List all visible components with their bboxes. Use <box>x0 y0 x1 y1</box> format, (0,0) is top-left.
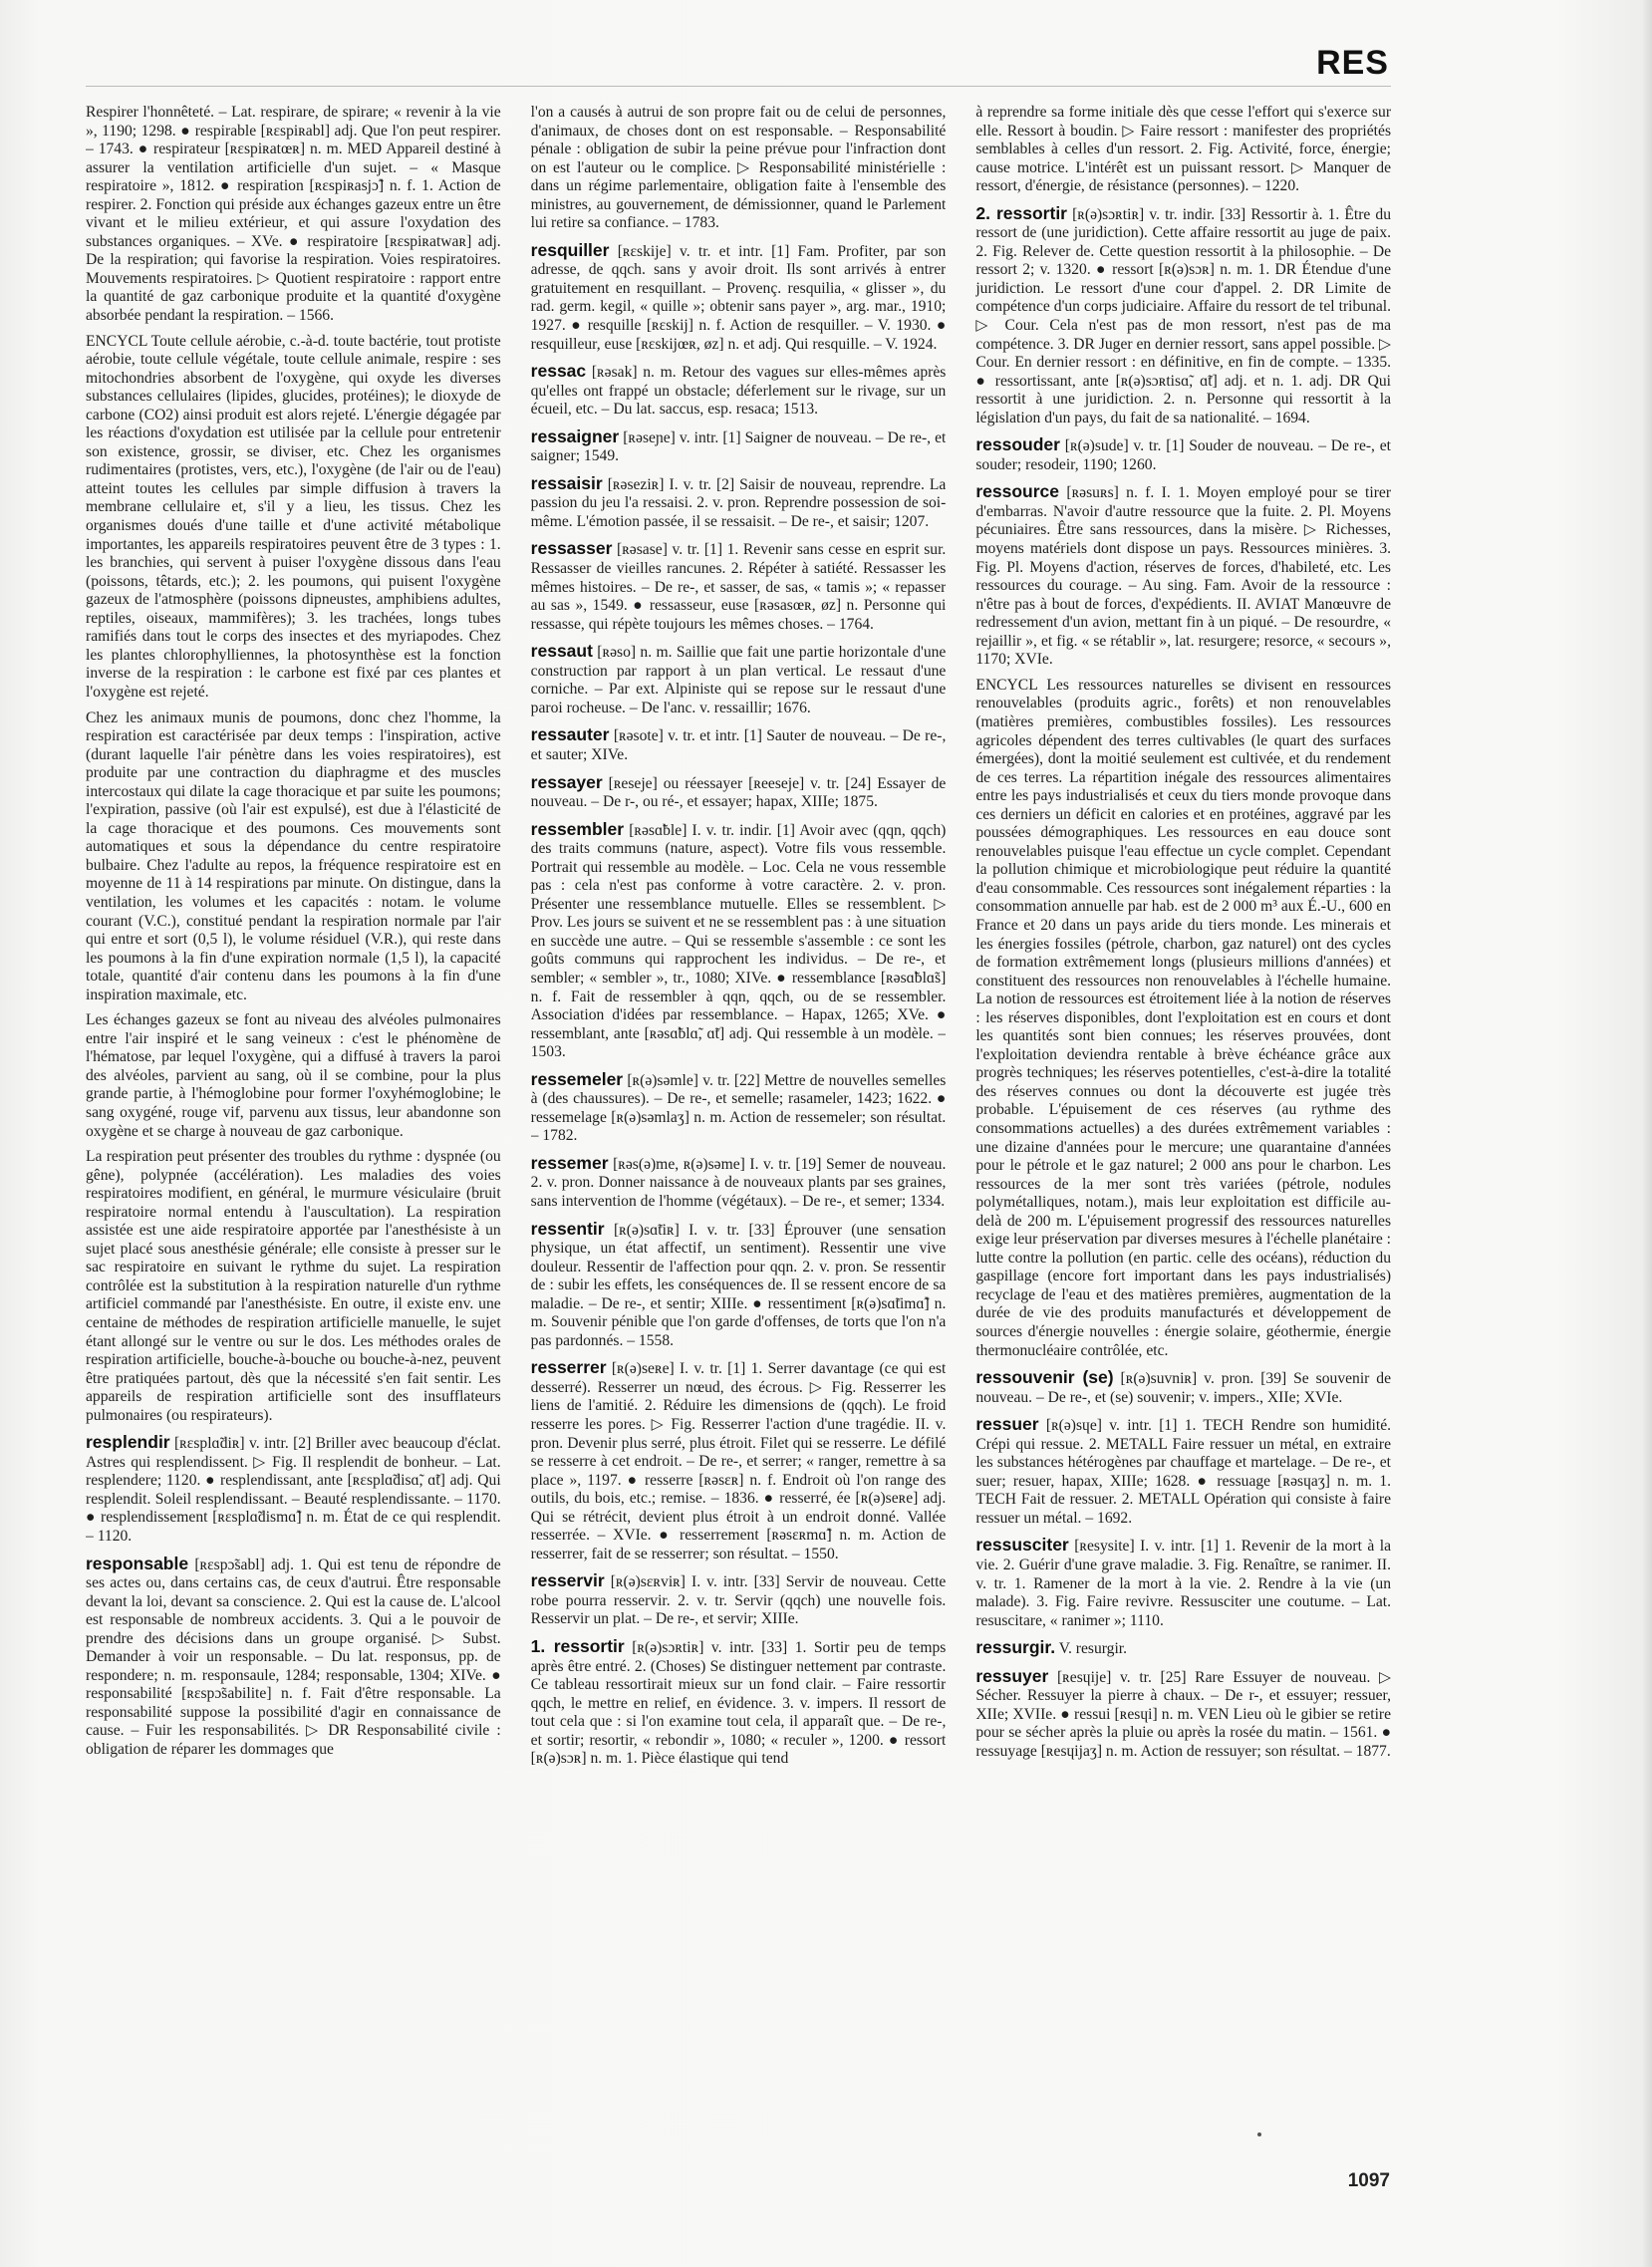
entry-headword: 2. ressortir <box>975 202 1067 223</box>
entry-definition: [ʀ(ə)sɔʀtiʀ] v. intr. [33] 1. Sortir peu de temps après être entré. 2. (Choses) Se distinguer nettement par contraste. Ce tableau ressortirait mieux sur un fond clair. – Faire ressortir qqch, le mettre en relief, en évidence. 3. v. impers. Il ressort de tout cela que : si l'on examine tout cela, il apparaît que. – De re-, et sortir; resortir, « rebondir », 1080; « reculer », 1200. ● ressort [ʀ(ə)sɔʀ] n. m. 1. Pièce élastique qui tend <box>530 1639 947 1768</box>
dictionary-entry <box>531 1357 947 1563</box>
dictionary-entry <box>975 1637 1391 1659</box>
page-edge-shadow <box>1642 0 1652 2267</box>
entry-definition: [ʀəsak] n. m. Retour des vagues sur elles-mêmes après qu'elles ont frappé un obstacle; déferlement sur le rivage, sur un écueil, etc. – Du lat. saccus, esp. resaca; 1513. <box>530 364 947 419</box>
column-1 <box>86 104 501 2156</box>
entry-definition: [ʀ(ə)sɛʀviʀ] I. v. intr. [33] Servir de nouveau. Cette robe pourra resservir. 2. v. tr. Servir (qqch) une nouvelle fois. Resservir un plat. – De re-, et servir; XIIIe. <box>530 1573 947 1628</box>
entry-headword: ressembler <box>530 818 625 839</box>
dictionary-entry <box>86 1148 501 1425</box>
entry-definition: [ʀɛsplɑ̃diʀ] v. intr. [2] Briller avec beaucoup d'éclat. Astres qui resplendissent. ▷ Fig. Il resplendit de bonheur. – Lat. resplendere; 1120. ● resplendissant, ante [ʀɛsplɑ̃disɑ̃, ɑ̃t] adj. Qui resplendit. Soleil resplendissant. – Beauté resplendissante. – 1170. ● resplendissement [ʀɛsplɑ̃dismɑ̃] n. m. État de ce qui resplendit. – 1120. <box>86 1435 501 1546</box>
entry-headword: ressouder <box>975 434 1060 455</box>
entry-headword: ressaigner <box>530 425 620 446</box>
entry-definition: [ʀ(ə)sɔʀtiʀ] v. tr. indir. [33] Ressortir à. 1. Être du ressort de (une juridiction). Cette affaire ressortit au juge de paix. 2. Fig. Relever de. Cette question ressortit à la philosophie. – De ressort 2; v. 1320. ● ressort [ʀ(ə)sɔʀ] n. m. 1. DR Étendue d'une juridiction. Le ressort d'une cour d'appel. 2. DR Limite de compétence d'un corps judiciaire. Affaire du ressort de tel tribunal. ▷ Cour. Cela n'est pas de mon ressort, n'est pas de ma compétence. 3. DR Juger en dernier ressort, sans appel possible. ▷ Cour. En dernier ressort : en définitive, en fin de compte. – 1335. ● ressortissant, ante [ʀ(ə)sɔʀtisɑ̃, ɑ̃t] adj. et n. 1. adj. DR Qui ressortit à une juridiction. 2. n. Personne qui ressortit à la législation d'un pays, du fait de sa nationalité. – 1694. <box>975 205 1392 426</box>
entry-headword: ressemeler <box>530 1068 624 1089</box>
dictionary-entry <box>531 361 947 420</box>
entry-headword: ressauter <box>530 724 610 745</box>
entry-definition: [ʀəseziʀ] I. v. tr. [2] Saisir de nouveau, reprendre. La passion du jeu l'a ressaisi. 2. v. pron. Reprendre possession de soi-même. L'émotion passée, il se ressaisit. – De re-, et saisir; 1207. <box>530 475 947 530</box>
entry-definition: [ʀ(ə)seʀe] I. v. tr. [1] 1. Serrer davantage (ce qui est desserré). Resserrer un nœud, des écrous. ▷ Fig. Resserrer les liens de l'amitié. 2. Réduire les dimensions de (qqch). Le froid resserre les pores. ▷ Fig. Resserrer l'action d'une tragédie. II. v. pron. Devenir plus serré, plus étroit. Filet qui se resserre. Le défilé se resserre à cet endroit. – De re-, et serrer; « ranger, remettre à sa place », 1197. ● resserre [ʀəsɛʀ] n. f. Endroit où l'on range des outils, du bois, etc.; remise. – 1836. ● resserré, ée [ʀ(ə)seʀe] adj. Qui se rétrécit, devient plus étroit à un endroit donné. Vallée resserrée. – XVIe. ● resserrement [ʀəsɛʀmɑ̃] n. m. Action de resserrer, fait de se resserrer; son résultat. – 1550. <box>530 1360 947 1562</box>
dictionary-entry <box>975 434 1391 474</box>
entry-definition: [ʀesɥije] v. tr. [25] Rare Essuyer de nouveau. ▷ Sécher. Ressuyer la pierre à chaux. – De r-, et essuyer; ressuer, XIIe; XVIIe. ● ressui [ʀesɥi] n. m. VEN Lieu où le gibier se retire pour se sécher après la pluie ou après la rosée du matin. – 1561. ● ressuyage [ʀesɥijaʒ] n. m. Action de ressuyer; son résultat. – 1877. <box>975 1668 1392 1760</box>
entry-definition: [ʀɛskije] v. tr. et intr. [1] Fam. Profiter, par son adresse, de qqch. sans y avoir droit. Ils sont arrivés à entrer gratuitement en resquillant. – Provenç. resquilia, « glisser », du rad. germ. kegil, « quille »; obtenir sans payer », arg. mar., 1910; 1927. ● resquille [ʀɛskij] n. f. Action de resquiller. – V. 1930. ● resquilleur, euse [ʀɛskijœʀ, øz] n. et adj. Qui resquille. – V. 1924. <box>530 242 947 353</box>
entry-headword: ressusciter <box>975 1535 1069 1556</box>
text-columns <box>86 104 1391 2156</box>
entry-definition: La respiration peut présenter des troubles du rythme : dyspnée (ou gêne), polypnée (accélération). Les maladies des voies respiratoires modifient, en général, le murmure vésiculaire (bruit respiratoire normal entendu à l'auscultation). La respiration assistée est une aide respiratoire apportée par l'anesthésiste à un sujet placé sous anesthésie générale; elle consiste à presser sur le sac respiratoire en suivant le rythme du sujet. La respiration contrôlée est la substitution à la respiration naturelle d'un rythme artificiel commandé par l'anesthésiste. En outre, il existe env. une centaine de méthodes de respiration artificielle manuelle, le sujet étant allongé sur le ventre ou sur le dos. Les méthodes orales de respiration artificielle, bouche-à-bouche ou bouche-à-nez, peuvent être pratiquées partout, dès que la nécessité s'en fait sentir. Les appareils de respiration artificielle sont des insufflateurs pulmonaires (ou respirateurs). <box>86 1148 501 1424</box>
entry-definition: Respirer l'honnêteté. – Lat. respirare, de spirare; « revenir à la vie », 1190; 1298. ● respirable [ʀɛspiʀabl] adj. Que l'on peut respirer. – 1743. ● respirateur [ʀɛspiʀatœʀ] n. m. MED Appareil destiné à assurer la ventilation artificielle d'un sujet. – « Masque respiratoire », 1812. ● respiration [ʀɛspiʀasjɔ̃] n. f. 1. Action de respirer. 2. Fonction qui préside aux échanges gazeux entre un être vivant et le milieu extérieur, et qui assure l'oxydation des substances organiques. – XVe. ● respiratoire [ʀɛspiʀatwaʀ] adj. De la respiration; qui favorise la respiration. Voies respiratoires. Mouvements respiratoires. ▷ Quotient respiratoire : rapport entre la quantité de gaz carbonique produite et la quantité d'oxygène absorbée pendant la respiration. – 1566. <box>86 104 501 325</box>
dictionary-entry <box>531 772 947 812</box>
dictionary-entry <box>86 1554 501 1760</box>
dictionary-entry <box>975 1367 1391 1407</box>
dictionary-entry <box>531 724 947 764</box>
dictionary-entry <box>975 1535 1391 1630</box>
entry-headword: 1. ressortir <box>530 1636 625 1657</box>
dictionary-entry <box>975 203 1391 428</box>
dictionary-entry <box>531 240 947 354</box>
entry-definition: [ʀ(ə)sɑ̃tiʀ] I. v. tr. [33] Éprouver (une sensation physique, un état affectif, un sentiment). Ressentir une vive douleur. Ressentir de l'affection pour qqn. 2. v. pron. Se ressentir de : subir les effets, les conséquences de. Il se ressent encore de sa maladie. – De re-, et sentir; XIIIe. ● ressentiment [ʀ(ə)sɑ̃timɑ̃] n. m. Souvenir pénible que l'on garde d'offenses, de torts que l'on n'a pas pardonnés. – 1558. <box>530 1221 947 1349</box>
page-dot <box>1257 2132 1261 2136</box>
entry-headword: resserrer <box>530 1357 607 1378</box>
dictionary-entry <box>531 473 947 532</box>
dictionary-entry <box>975 1414 1391 1528</box>
entry-definition: [ʀ(ə)sɥe] v. intr. [1] 1. TECH Rendre son humidité. Crépi qui ressue. 2. METALL Faire ressuer un métal, en extraire les substances hétérogènes par chauffage et martelage. – De re-, et suer; resuer, hapax, XIIIe; 1628. ● ressuage [ʀəsɥaʒ] n. m. 1. TECH Fait de ressuer. 2. METALL Opération qui consiste à faire ressuer un métal. – 1692. <box>975 1417 1392 1527</box>
entry-definition: [ʀesysite] I. v. intr. [1] 1. Revenir de la mort à la vie. 2. Guérir d'une grave maladie. 3. Fig. Renaître, se ranimer. II. v. tr. 1. Ramener de la mort à la vie. 2. Rendre à la vie (un malade). 3. Fig. Faire revivre. Ressusciter une coutume. – Lat. resuscitare, « ranimer »; 1110. <box>975 1538 1392 1629</box>
dictionary-entry <box>531 538 947 634</box>
entry-headword: resservir <box>530 1570 605 1591</box>
entry-definition: Les échanges gazeux se font au niveau des alvéoles pulmonaires entre l'air inspiré et le sang veineux : c'est le phénomène de l'hématose, par lequel l'oxygène, qui a diffusé à travers la paroi des alvéoles, parvient au sang, où il se combine, pour la plus grande partie, à l'hémoglobine pour former l'oxyhémoglobine; le sang oxygéné, rouge vif, parvenu aux tissus, leur abandonne son oxygène et se charge à nouveau de gaz carbonique. <box>86 1011 501 1140</box>
entry-definition: [ʀəsase] v. tr. [1] 1. Revenir sans cesse en esprit sur. Ressasser de vieilles rancunes. 2. Répéter à satiété. Ressasser les mêmes histoires. – De re-, et sasser, de sas, « tamis »; « repasser au sas », 1549. ● ressasseur, euse [ʀəsasœʀ, øz] n. Personne qui ressasse, qui répète toujours les mêmes choses. – 1764. <box>530 541 947 633</box>
dictionary-entry <box>531 1636 947 1769</box>
entry-definition: l'on a causés à autrui de son propre fait ou de celui de personnes, d'animaux, de choses dont on est responsable. – Responsabilité pénale : obligation de subir la peine prévue pour l'infraction dont on est l'auteur ou le complice. ▷ Responsabilité ministérielle : dans un régime parlementaire, obligation faite à l'ensemble des ministres, au gouvernement, de démissionner, quand le Parlement lui retire sa confiance. – 1783. <box>530 104 947 232</box>
entry-headword: ressayer <box>530 771 603 792</box>
dictionary-entry <box>86 333 501 703</box>
entry-definition: [ʀ(ə)suvniʀ] v. pron. [39] Se souvenir de nouveau. – De re-, et (se) souvenir; v. impers., XIIe; XVIe. <box>975 1370 1392 1406</box>
entry-headword: responsable <box>86 1553 189 1573</box>
dictionary-entry <box>86 1011 501 1141</box>
entry-definition: [ʀeseje] ou réessayer [ʀeeseje] v. tr. [24] Essayer de nouveau. – De r-, ou ré-, et essayer; hapax, XIIIe; 1875. <box>530 774 947 811</box>
column-2 <box>531 104 947 2156</box>
entry-headword: ressentir <box>530 1218 605 1239</box>
entry-definition: [ʀɛspɔ̃sabl] adj. 1. Qui est tenu de répondre de ses actes ou, dans certains cas, de ceux d'autrui. Être responsable devant la loi, devant sa conscience. 2. Qui est la cause de. L'alcool est responsable de nombreux accidents. 3. Qui a le pouvoir de prendre des décisions dans un groupe organisé. ▷ Subst. Demander à voir un responsable. – Du lat. responsus, pp. de respondere; n. m. responsaule, 1284; responsable, 1304; XIVe. ● responsabilité [ʀɛspɔ̃sabilite] n. f. Fait d'être responsable. La responsabilité suppose la possibilité d'agir en connaissance de cause. – Fuir les responsabilités. ▷ DR Responsabilité civile : obligation de réparer les dommages que <box>86 1556 501 1759</box>
entry-definition: à reprendre sa forme initiale dès que cesse l'effort qui s'exerce sur elle. Ressort à boudin. ▷ Faire ressort : manifester des propriétés semblables à celles d'un ressort. 2. Fig. Activité, force, énergie; cause motrice. L'intérêt est un puissant ressort. ▷ Manquer de ressort, d'énergie, de résistance (personnes). – 1220. <box>975 104 1392 195</box>
entry-headword: ressouvenir (se) <box>975 1367 1114 1388</box>
entry-definition: ENCYCL Les ressources naturelles se divisent en ressources renouvelables (produits agric., forêts) et non renouvelables (matières premières, combustibles fossiles). Les ressources agricoles dépendent des terres cultivables (le quart des surfaces émergées), dont la moitié seulement est cultivée, et du rendement de ces terres. La répartition inégale des ressources alimentaires entre les pays industrialisés et ceux du tiers monde provoque dans ces derniers un déficit en calories et en protéines, aggravé par les poussées démographiques. Les ressources en eau douce sont renouvelables puisque l'eau effectue un cycle complet. Cependant la pollution chimique et microbiologique peut réduire la quantité d'eau consommable. Ces ressources sont inégalement réparties : la consommation annuelle par hab. est de 2 000 m³ aux É.-U., 600 en France et 20 dans un pays aride du tiers monde. Les minerais et les énergies fossiles (pétrole, charbon, gaz naturel) ont des cycles de formation extrêmement longs (plusieurs millions d'années) et constituent des ressources non renouvelables à l'échelle humaine. La notion de ressources est étroitement liée à la notion de réserves : les réserves disponibles, dont l'exploitation est en cours et dont les quantités sont bien connues; les réserves prouvées, dont l'exploitation deviendra rentable à brève échéance grâce aux progrès techniques; les réserves potentielles, c'est-à-dire la totalité des réserves connues ou dont la découverte est jugée très probable. L'épuisement de ces réserves (au rythme des consommations actuelles) a des durées extrêmement variables : une dizaine d'années pour le mercure; une quarantaine d'années pour le pétrole et le gaz naturel; 2 000 ans pour le charbon. Les ressources de la mer sont très variées (pétrole, nodules polymétalliques, notam.), mais leur exploitation est difficile au-delà de 200 m. L'épuisement progressif des ressources naturelles exige leur préservation par diverses mesures à l'échelle planétaire : lutte contre la pollution (en partic. celle des océans), réduction du gaspillage (encore fort important dans les pays industrialisés) recyclage de l'eau et des matières premières, augmentation de la durée de vie des produits manufacturés et développement de sources d'énergie nouvelles : énergie solaire, géothermie, énergie thermonucléaire contrôlée, etc. <box>975 676 1392 1359</box>
running-head: RES <box>1316 44 1389 82</box>
entry-headword: ressaisir <box>530 472 603 493</box>
entry-definition: V. resurgir. <box>1055 1640 1128 1658</box>
entry-headword: ressuyer <box>975 1665 1049 1686</box>
entry-definition: [ʀ(ə)səmle] v. tr. [22] Mettre de nouvelles semelles à (des chaussures). – De re-, et semelle; rasameler, 1423; 1622. ● ressemelage [ʀ(ə)səmlaʒ] n. m. Action de ressemeler; son résultat. – 1782. <box>530 1071 947 1145</box>
dictionary-entry <box>531 819 947 1062</box>
dictionary-entry <box>975 104 1391 196</box>
dictionary-entry <box>86 104 501 326</box>
entry-headword: ressaut <box>530 641 593 662</box>
column-3 <box>975 104 1391 2156</box>
dictionary-entry <box>975 677 1391 1360</box>
entry-headword: resplendir <box>86 1432 170 1453</box>
header-rule <box>86 86 1391 87</box>
dictionary-entry <box>86 1432 501 1546</box>
entry-headword: ressurgir. <box>975 1637 1056 1658</box>
entry-headword: ressuer <box>975 1414 1039 1435</box>
entry-definition: [ʀəseɲe] v. intr. [1] Saigner de nouveau. – De re-, et saigner; 1549. <box>530 428 947 465</box>
dictionary-entry <box>531 1219 947 1351</box>
dictionary-entry <box>531 426 947 466</box>
dictionary-entry <box>975 1666 1391 1762</box>
entry-headword: ressasser <box>530 538 613 559</box>
dictionary-entry <box>531 641 947 717</box>
entry-definition: [ʀəso] n. m. Saillie que fait une partie horizontale d'une construction par rapport à un plan vertical. Le ressaut d'une corniche. – Par ext. Alpiniste qui se repose sur le ressaut d'une paroi rocheuse. – De l'anc. v. ressaillir; 1676. <box>530 644 947 716</box>
dictionary-entry <box>531 104 947 233</box>
dictionary-entry <box>975 481 1391 669</box>
entry-headword: ressac <box>530 361 587 382</box>
entry-headword: ressource <box>975 481 1060 502</box>
page-number: 1097 <box>1347 2170 1390 2191</box>
entry-definition: Chez les animaux munis de poumons, donc chez l'homme, la respiration est caractérisée par deux temps : l'inspiration, active (durant laquelle l'air pénètre dans les voies respiratoires), est produite par une contraction du diaphragme et des muscles intercostaux qui dilate la cage thoracique et par suite les poumons; l'expiration, passive (où l'air est expulsé), est due à l'élasticité de la cage thoracique et des poumons. Ces mouvements sont automatiques et sous la dépendance du centre respiratoire bulbaire. Chez l'adulte au repos, la fréquence respiratoire est en moyenne de 11 à 14 respirations par minute. On distingue, dans la ventilation, les volumes et les capacités : notam. le volume courant (V.C.), constitué pendant la respiration normale par l'air qui entre et sort (0,5 l), le volume résiduel (V.R.), qui reste dans les poumons à la fin d'une expiration normale (1,5 l), la capacité totale, quantité d'air contenu dans les poumons à la fin d'une inspiration maximale, etc. <box>86 708 501 1003</box>
entry-definition: [ʀəsote] v. tr. et intr. [1] Sauter de nouveau. – De re-, et sauter; XIVe. <box>530 727 947 763</box>
dictionary-entry <box>531 1570 947 1629</box>
entry-definition: [ʀ(ə)sude] v. tr. [1] Souder de nouveau. – De re-, et souder; resodeir, 1190; 1260. <box>975 437 1392 473</box>
dictionary-entry <box>86 709 501 1005</box>
entry-definition: [ʀəsɑ̃ble] I. v. tr. indir. [1] Avoir avec (qqn, qqch) des traits communs (nature, aspect). Votre fils vous ressemble. Portrait qui ressemble au modèle. – Loc. Cela ne vous ressemble pas : cela n'est pas conforme à votre caractère. 2. v. pron. Présenter une ressemblance mutuelle. Elles se ressemblent. ▷ Prov. Les jours se suivent et ne se ressemblent pas : à une situation en succède une autre. – Qui se ressemble s'assemble : ce sont les goûts communs qui rapprochent les individus. – De re-, et sembler; « sembler », tr., 1080; XIVe. ● ressemblance [ʀəsɑ̃blɑ̃s] n. f. Fait de ressembler à qqn, qqch, ou de se ressembler. Association d'idées par ressemblance. – Hapax, 1265; XVe. ● ressemblant, ante [ʀəsɑ̃blɑ̃, ɑ̃t] adj. Qui ressemble à un modèle. – 1503. <box>530 821 947 1061</box>
entry-definition: [ʀəsuʀs] n. f. I. 1. Moyen employé pour se tirer d'embarras. N'avoir d'autre ressource que la fuite. 2. Pl. Moyens pécuniaires. Être sans ressources, dans la misère. ▷ Richesses, moyens matériels dont dispose un pays. Ressources minières. 3. Fig. Pl. Moyens d'action, réserves de forces, d'habileté, etc. Les ressources du courage. – Au sing. Fam. Avoir de la ressource : n'être pas à bout de forces, d'expédients. II. AVIAT Manœuvre de redressement d'un avion, mettant fin à un piqué. – De resourdre, « rejaillir », et fig. « se rétablir », lat. resurgere; resorce, « secours », 1170; XVIe. <box>975 484 1392 669</box>
dictionary-entry <box>531 1153 947 1212</box>
entry-definition: ENCYCL Toute cellule aérobie, c.-à-d. toute bactérie, tout protiste aérobie, toute cellule végétale, toute cellule animale, respire : ses mitochondries absorbent de l'oxygène, qui oxyde les diverses substances cellulaires (lipides, glucides, protéines); le dioxyde de carbone (CO2) ainsi produit est alors rejeté. L'énergie dégagée par les réactions d'oxydation est utilisée par la cellule pour entretenir son existence, grossir, se diviser, etc. Chez les organismes rudimentaires (protistes, vers, etc.), l'oxygène (de l'air ou de l'eau) atteint toutes les cellules par simple diffusion à travers la membrane cellulaire et, s'il y a lieu, les tissus. Chez les organismes doués d'une taille et d'une activité métabolique importantes, les appareils respiratoires peuvent être de 3 types : 1. les branchies, qui servent à puiser l'oxygène dissous dans l'eau (poissons, têtards, etc.); 2. les poumons, qui puisent l'oxygène gazeux de l'atmosphère (poissons dipneustes, amphibiens adultes, reptiles, oiseaux, mammifères); 3. les trachées, longs tubes ramifiés dans tout le corps des insectes et des myriapodes. Chez les plantes chlorophylliennes, la photosynthèse est la fonction inverse de la respiration : le carbone est fixé par ces plantes et l'oxygène est rejeté. <box>86 332 501 701</box>
entry-headword: resquiller <box>530 239 610 260</box>
entry-definition: [ʀəs(ə)me, ʀ(ə)səme] I. v. tr. [19] Semer de nouveau. 2. v. pron. Donner naissance à de nouveaux plants par ses graines, sans intervention de l'homme (végétaux). – De re-, et semer; 1334. <box>530 1155 947 1210</box>
entry-headword: ressemer <box>530 1152 609 1173</box>
dictionary-entry <box>531 1069 947 1146</box>
